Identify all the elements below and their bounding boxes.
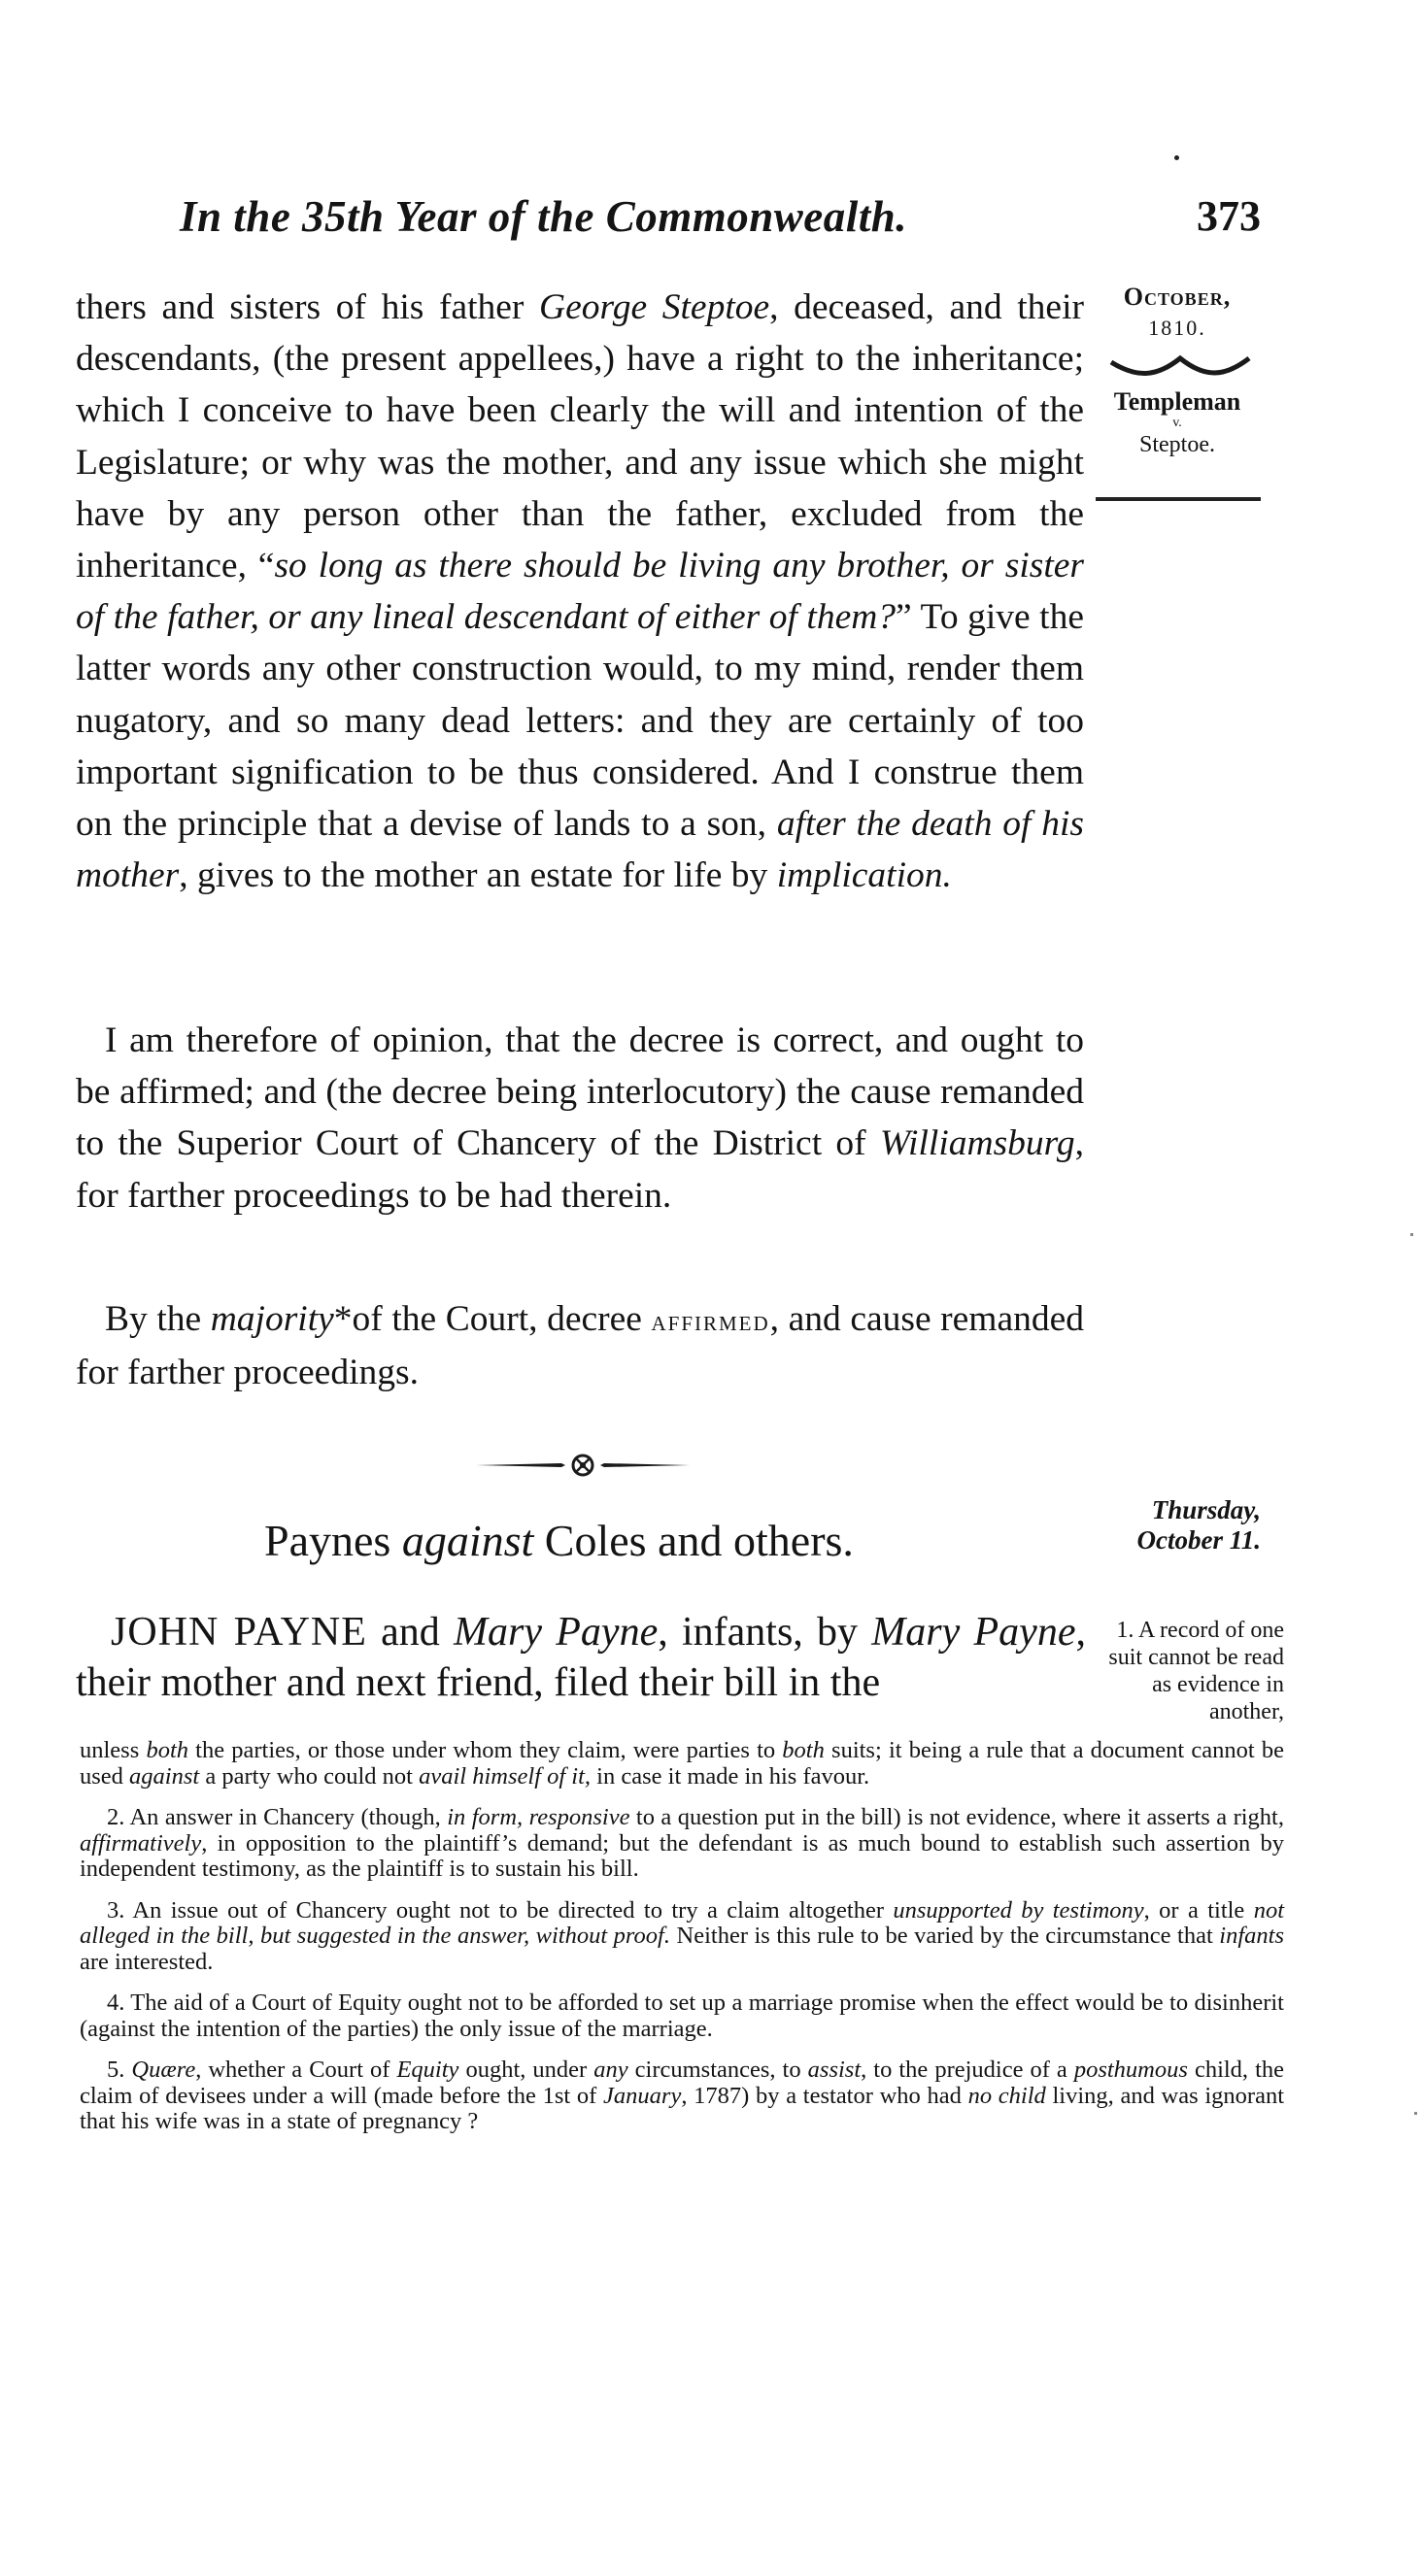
text-run: against bbox=[129, 1762, 200, 1790]
text-run: 5. bbox=[107, 2057, 132, 2083]
text-run: after the death of his mother bbox=[76, 804, 1084, 896]
text-run: , infants, by bbox=[658, 1610, 872, 1655]
text-run: *of the Court, decree bbox=[333, 1299, 652, 1339]
text-run: implication. bbox=[776, 855, 952, 896]
headnote-3 bbox=[80, 1898, 1284, 1976]
text-run: unless bbox=[80, 1737, 147, 1763]
text-run: JOHN PAYNE bbox=[111, 1610, 367, 1655]
text-run: and bbox=[366, 1610, 455, 1655]
text-run: Coles and others. bbox=[533, 1516, 854, 1565]
headnote-4 bbox=[80, 1991, 1284, 2042]
headnote-1 bbox=[80, 1738, 1284, 1790]
text-run: posthumous bbox=[1073, 2057, 1188, 2083]
text-run: unsupported by testimony bbox=[893, 1896, 1144, 1924]
running-header: In the 35th Year of the Commonwealth. bbox=[180, 192, 908, 241]
text-run: living, and was ignorant that his wife was in a state of pregnancy ? bbox=[80, 2082, 1285, 2134]
text-run: Williamsburg bbox=[879, 1123, 1075, 1164]
text-run: , in opposition to the plaintiff’s demand; but the defendant is as much bound to establish such assertion by independent testimony, as the plaintiff is to sustain his bill. bbox=[80, 1829, 1284, 1882]
text-run: assist bbox=[807, 2057, 862, 2083]
text-run: affirmed bbox=[651, 1305, 770, 1337]
case-day: Thursday, bbox=[1151, 1495, 1261, 1524]
section-divider-ornament bbox=[474, 1452, 692, 1479]
margin-year: 1810. bbox=[1148, 316, 1206, 340]
text-run: , 1787) by a testator who had bbox=[681, 2082, 968, 2109]
margin-plaintiff: Templeman bbox=[1113, 387, 1241, 416]
margin-versus: v. bbox=[1172, 416, 1182, 430]
margin-defendant: Steptoe. bbox=[1139, 432, 1215, 457]
headnote-5 bbox=[80, 2057, 1284, 2135]
opinion-paragraph-2 bbox=[76, 1015, 1084, 1221]
text-run: suits; it being a rule that a document cannot be used bbox=[80, 1737, 1285, 1790]
text-run: Paynes bbox=[264, 1516, 402, 1565]
text-run: to a question put in the bill) is not evidence, where it asserts a right, bbox=[629, 1804, 1284, 1830]
swash-ornament bbox=[1107, 345, 1253, 378]
text-run: January bbox=[603, 2082, 682, 2109]
text-run: , their mother and next friend, filed their bill in the bbox=[76, 1610, 1086, 1705]
text-run: Mary Payne bbox=[871, 1610, 1076, 1655]
text-run: are interested. bbox=[80, 1948, 214, 1975]
quotation: so long as there should be living any brother, or sister of the father, or any lineal descendant of either of them? bbox=[76, 546, 1085, 638]
text-run: , or a title bbox=[1143, 1896, 1254, 1924]
margin-month: October, bbox=[1123, 283, 1232, 311]
text-run: Mary Payne bbox=[454, 1610, 659, 1655]
text-run: , to the prejudice of a bbox=[861, 2057, 1074, 2083]
text-run: majority bbox=[210, 1299, 334, 1339]
margin-rule bbox=[1096, 497, 1261, 501]
case-opening bbox=[76, 1607, 1086, 1708]
text-run: 2. An answer in Chancery (though, bbox=[107, 1804, 448, 1830]
text-run: the parties, or those under whom they claim, were parties to bbox=[188, 1737, 783, 1763]
text-run: not alleged in the bill, but suggested in the answer, without proof. bbox=[80, 1896, 1285, 1949]
text-run: George Steptoe bbox=[539, 287, 770, 327]
scan-speck bbox=[1414, 2112, 1417, 2115]
text-run: I am therefore of opinion, that the decree is correct, and ought to be affirmed; and (the decree being interlocutory) the cause remanded to the Superior Court of Chancery of the District of bbox=[76, 1020, 1084, 1164]
text-run: ought, under bbox=[458, 2057, 594, 2083]
text-run: thers and sisters of his father bbox=[76, 287, 540, 327]
text-run: no child bbox=[967, 2082, 1046, 2109]
scan-speck bbox=[1410, 1233, 1413, 1236]
text-run: any bbox=[593, 2057, 628, 2083]
page-number: 373 bbox=[1197, 192, 1261, 240]
text-run: a party who could not bbox=[199, 1762, 420, 1790]
text-run: against bbox=[401, 1516, 534, 1565]
ink-dot bbox=[1174, 155, 1179, 160]
text-run: avail himself of it, bbox=[419, 1762, 592, 1790]
text-run: circumstances, to bbox=[627, 2057, 808, 2083]
case-date-line: October 11. bbox=[1136, 1525, 1261, 1555]
text-run: in case it made in his favour. bbox=[591, 1762, 870, 1790]
text-run: infants bbox=[1219, 1923, 1285, 1949]
text-run: , gives to the mother an estate for life by bbox=[179, 855, 777, 896]
text-run: , for farther proceedings to be had therein. bbox=[76, 1123, 1084, 1216]
text-run: Quære bbox=[131, 2057, 196, 2083]
text-run: 4. The aid of a Court of Equity ought not to be afforded to set up a marriage promise when the effect would be to disinherit (against the intention of the parties) the only issue of the marriage. bbox=[80, 1990, 1284, 2042]
text-run: ” To give the latter words any other construction would, to my mind, render them nugatory, and so many dead letters: and they are certainly of too important signification to be thus considered. And I construe them on the principle that a devise of lands to a son, bbox=[76, 597, 1084, 845]
judgment-paragraph bbox=[76, 1293, 1084, 1398]
opinion-paragraph-1 bbox=[76, 282, 1084, 901]
text-run: both bbox=[782, 1737, 825, 1763]
text-run: , deceased, and their descendants, (the present appellees,) have a right to the inheritance; which I conceive to have been clearly the will and intention of the Legislature; or why was the mother, and any issue which she might have by any person other than the father, excluded from the inheritance, “ bbox=[76, 287, 1084, 586]
case-date bbox=[1115, 1495, 1261, 1556]
margin-case-parties bbox=[1090, 386, 1265, 460]
headnotes bbox=[80, 1738, 1284, 2151]
text-run: By the bbox=[105, 1299, 211, 1339]
text-run: , and cause remanded for farther proceedings. bbox=[76, 1299, 1084, 1393]
headnote-2 bbox=[80, 1805, 1284, 1883]
text-run: , whether a Court of bbox=[195, 2057, 397, 2083]
headnote-1-side: 1. A record of one suit cannot be read as evidence in another, bbox=[1108, 1618, 1284, 1724]
margin-date bbox=[1090, 282, 1265, 344]
text-run: 3. An issue out of Chancery ought not to be directed to try a claim altogether bbox=[107, 1896, 894, 1924]
text-run: in form, responsive bbox=[447, 1804, 630, 1830]
text-run: both bbox=[146, 1737, 188, 1763]
text-run: affirmatively bbox=[80, 1829, 202, 1857]
text-run: Neither is this rule to be varied by the circumstance that bbox=[670, 1923, 1220, 1949]
text-run: child, the claim of devisees under a will (made before the 1st of bbox=[80, 2057, 1285, 2109]
case-title bbox=[264, 1515, 854, 1566]
text-run: Equity bbox=[396, 2057, 459, 2083]
